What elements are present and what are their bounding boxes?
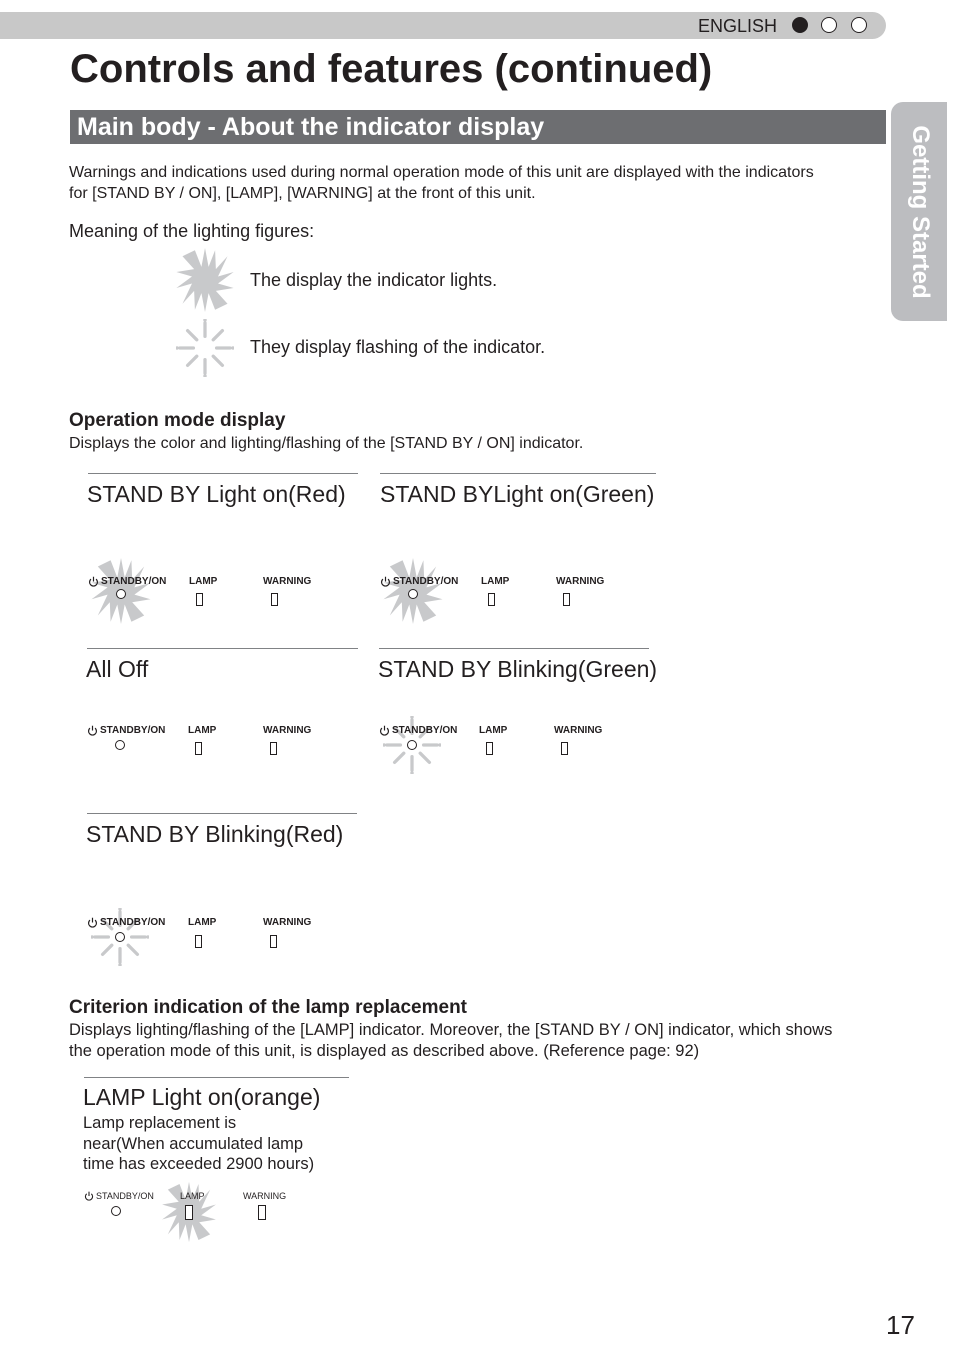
warning-label: WARNING	[243, 1191, 287, 1201]
panel-rule	[87, 813, 357, 814]
standby-indicator	[116, 589, 126, 599]
lamp-indicator	[196, 593, 203, 606]
legend-light-text: The display the indicator lights.	[250, 270, 498, 290]
warning-indicator	[561, 742, 568, 755]
lamp-indicator	[486, 742, 493, 755]
lamp-label: LAMP	[188, 917, 217, 928]
lamp-label: LAMP	[189, 576, 218, 587]
lamp-panel-description	[83, 1113, 314, 1175]
standby-indicator	[115, 740, 125, 750]
language-label: ENGLISH	[698, 16, 778, 36]
standby-indicator	[115, 932, 125, 942]
legend-heading: Meaning of the lighting figures:	[69, 221, 315, 241]
panel-rule	[379, 648, 649, 649]
panel-rule	[84, 1077, 349, 1078]
lamp-panel-line: time has exceeded 2900 hours)	[83, 1155, 315, 1174]
power-icon	[84, 1191, 94, 1201]
lamp-indicator	[185, 1205, 193, 1220]
lamp-label: LAMP	[479, 725, 508, 736]
lit-burst-icon	[175, 247, 235, 313]
warning-label: WARNING	[263, 917, 312, 928]
power-icon	[87, 917, 98, 928]
warning-label: WARNING	[263, 725, 312, 736]
side-tab-label-box	[892, 108, 948, 316]
intro-line: for [STAND BY / ON], [LAMP], [WARNING] at the front of this unit.	[69, 185, 536, 202]
standby-indicator	[407, 740, 417, 750]
power-icon	[380, 576, 391, 587]
lamp-panel-line: Lamp replacement is	[83, 1114, 237, 1132]
panel-title: STAND BY Blinking(Red)	[86, 821, 344, 847]
lamp-indicator	[488, 593, 495, 606]
standby-label: STANDBY/ON	[100, 917, 166, 928]
page-title: Controls and features (continued)	[70, 47, 713, 91]
panel-title: STAND BYLight on(Green)	[380, 481, 655, 507]
panel-title: All Off	[86, 656, 149, 682]
power-icon	[87, 725, 98, 736]
warning-indicator	[270, 742, 277, 755]
standby-label: STANDBY/ON	[392, 725, 458, 736]
operation-heading: Operation mode display	[69, 410, 286, 431]
warning-indicator	[563, 593, 570, 606]
warning-indicator	[270, 935, 277, 948]
lamp-label: LAMP	[188, 725, 217, 736]
operation-description: Displays the color and lighting/flashing of the [STAND BY / ON] indicator.	[69, 435, 584, 452]
standby-indicator	[408, 589, 418, 599]
lamp-panel-line: near(When accumulated lamp	[83, 1134, 304, 1153]
side-tab-label: Getting Started	[907, 125, 934, 299]
standby-label: STANDBY/ON	[100, 725, 166, 736]
panel-rule	[87, 648, 358, 649]
panel-title: STAND BY Blinking(Green)	[378, 656, 658, 682]
power-icon	[88, 576, 99, 587]
warning-label: WARNING	[554, 725, 603, 736]
lamp-label: LAMP	[180, 1191, 205, 1201]
standby-label: STANDBY/ON	[101, 576, 167, 587]
lamp-description: Displays lighting/flashing of the [LAMP] indicator. Moreover, the [STAND BY / ON] indicator, which shows	[69, 1021, 833, 1039]
lamp-indicator	[195, 742, 202, 755]
legend-flash-text: They display flashing of the indicator.	[250, 337, 546, 357]
standby-indicator	[111, 1206, 121, 1216]
flashing-burst-icon	[176, 319, 234, 377]
warning-indicator	[271, 593, 278, 606]
warning-label: WARNING	[556, 576, 605, 587]
page-indicator-dot	[821, 17, 837, 33]
panel-rule	[380, 473, 656, 474]
panel-title: LAMP Light on(orange)	[83, 1084, 321, 1110]
panel-title: STAND BY Light on(Red)	[87, 481, 346, 507]
lamp-heading: Criterion indication of the lamp replacement	[69, 997, 468, 1018]
panel-rule	[88, 473, 358, 474]
lamp-indicator	[195, 935, 202, 948]
lamp-label: LAMP	[481, 576, 510, 587]
page-indicator-dot-filled	[792, 17, 808, 33]
section-title: Main body - About the indicator display	[77, 113, 545, 141]
warning-label: WARNING	[263, 576, 312, 587]
lamp-description: the operation mode of this unit, is displayed as described above. (Reference page: 92)	[69, 1042, 700, 1060]
intro-line: Warnings and indications used during normal operation mode of this unit are displayed with the indicators	[69, 164, 814, 181]
page-number: 17	[886, 1310, 915, 1340]
power-icon	[379, 725, 390, 736]
standby-label: STANDBY/ON	[96, 1191, 154, 1201]
warning-indicator	[258, 1205, 266, 1220]
page-indicator-dot	[851, 17, 867, 33]
standby-label: STANDBY/ON	[393, 576, 459, 587]
